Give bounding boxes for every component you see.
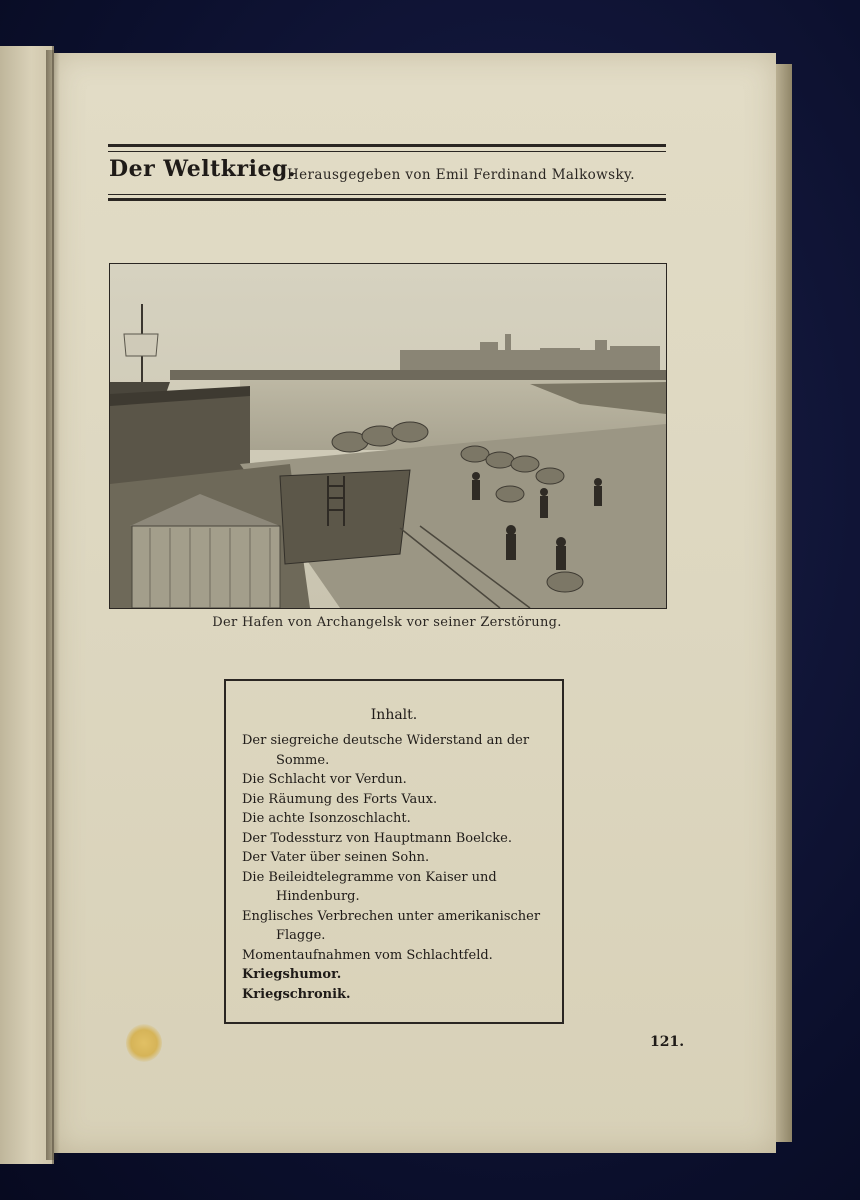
toc-item: Kriegschronik. <box>242 986 351 1002</box>
table-of-contents <box>224 679 564 1024</box>
toc-item: Momentaufnahmen vom Schlachtfeld. <box>242 947 493 963</box>
harbor-illustration <box>110 264 666 608</box>
header-rule-top <box>108 144 666 147</box>
header-rule-bottom <box>108 198 666 201</box>
toc-item: Der Todessturz von Hauptmann Boelcke. <box>242 830 512 846</box>
header-title: Der Weltkrieg. <box>109 156 296 182</box>
toc-item: Die achte Isonzoschlacht. <box>242 811 411 826</box>
toc-heading: Inhalt. <box>370 707 418 723</box>
header-rule-bottom-thin <box>108 194 666 195</box>
paper-stain <box>126 1024 162 1062</box>
toc-list <box>242 731 554 1004</box>
spine-shadow <box>46 50 60 1160</box>
header-subtitle: Herausgegeben von Emil Ferdinand Malkowsky. <box>287 167 635 183</box>
photo-caption: Der Hafen von Archangelsk vor seiner Zerstörung. <box>212 615 562 630</box>
toc-item: Die Räumung des Forts Vaux. <box>242 791 438 807</box>
toc-item: Der Vater über seinen Sohn. <box>242 850 430 865</box>
header-rule-top-thin <box>108 151 666 152</box>
page-fore-edge <box>776 64 792 1142</box>
harbor-photograph <box>109 263 667 609</box>
toc-item: Die Beileidtelegramme von Kaiser und Hindenburg. <box>242 869 497 904</box>
toc-item: Englisches Verbrechen unter amerikanischer Flagge. <box>242 908 541 943</box>
page-number: 121. <box>650 1034 685 1050</box>
toc-item: Der siegreiche deutsche Widerstand an der Somme. <box>242 733 530 768</box>
toc-item: Kriegshumor. <box>242 967 342 982</box>
toc-item: Die Schlacht vor Verdun. <box>242 772 407 787</box>
